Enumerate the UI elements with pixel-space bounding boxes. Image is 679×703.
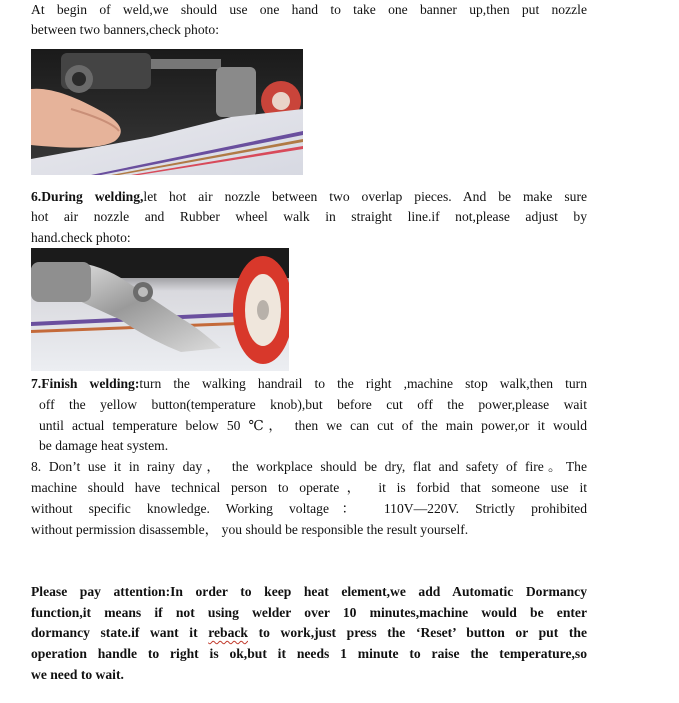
step6-line-1	[31, 187, 587, 207]
intro-line-1: At begin of weld,we should use one hand to take one banner up,then put nozzle	[31, 2, 587, 17]
attention-line-4: operation handle to right is ok,but it needs 1 minute to raise the temperature,so	[31, 646, 587, 661]
attention-line-1: Please pay attention:In order to keep heat element,we add Automatic Dormancy	[31, 584, 587, 599]
step7-line-4: be damage heat system.	[39, 438, 169, 453]
step8-line-1: 8. Don’t use it in rainy day， the workplace should be dry, flat and safety of fire。The	[31, 459, 587, 474]
attention-line-2: function,it means if not using welder over 10 minutes,machine would be enter	[31, 605, 587, 620]
step6-line-1-text: let hot air nozzle between two overlap pieces. And be make sure	[143, 189, 588, 204]
attention-line-5: we need to wait.	[31, 667, 124, 682]
step7-heading: 7.Finish welding:	[31, 376, 140, 391]
step6-line-3: hand.check photo:	[31, 230, 131, 245]
step6-line-2: hot air nozzle and Rubber wheel walk in straight line.if not,please adjust by	[31, 209, 587, 224]
step7-line-1-text: turn the walking handrail to the right ,machine stop walk,then turn	[139, 376, 587, 391]
spellcheck-word: reback	[208, 625, 248, 640]
step8-line-4: without permission disassemble， you should be responsible the result yourself.	[31, 522, 469, 537]
step7-line-3: until actual temperature below 50 ℃， then we can cut of the main power,or it would	[39, 418, 587, 433]
step6-heading: 6.During welding,	[31, 189, 144, 204]
attention-line-3-b: to work,just press the ‘Reset’ button or put the	[248, 625, 587, 640]
step7-line-1	[31, 374, 587, 394]
intro-line-2: between two banners,check photo:	[31, 22, 219, 37]
attention-line-3-a: dormancy state.if want it	[31, 625, 209, 640]
step8-line-2: machine should have technical person to operate， it is forbid that someone use it	[31, 480, 587, 495]
step8-line-3: without specific knowledge. Working voltage： 110V—220V. Strictly prohibited	[31, 501, 587, 516]
photo-banner-welding	[31, 49, 303, 175]
attention-line-3	[31, 623, 587, 643]
photo-nozzle-wheel	[31, 248, 289, 371]
step7-line-2: off the yellow button(temperature knob),but before cut off the power,please wait	[39, 397, 587, 412]
